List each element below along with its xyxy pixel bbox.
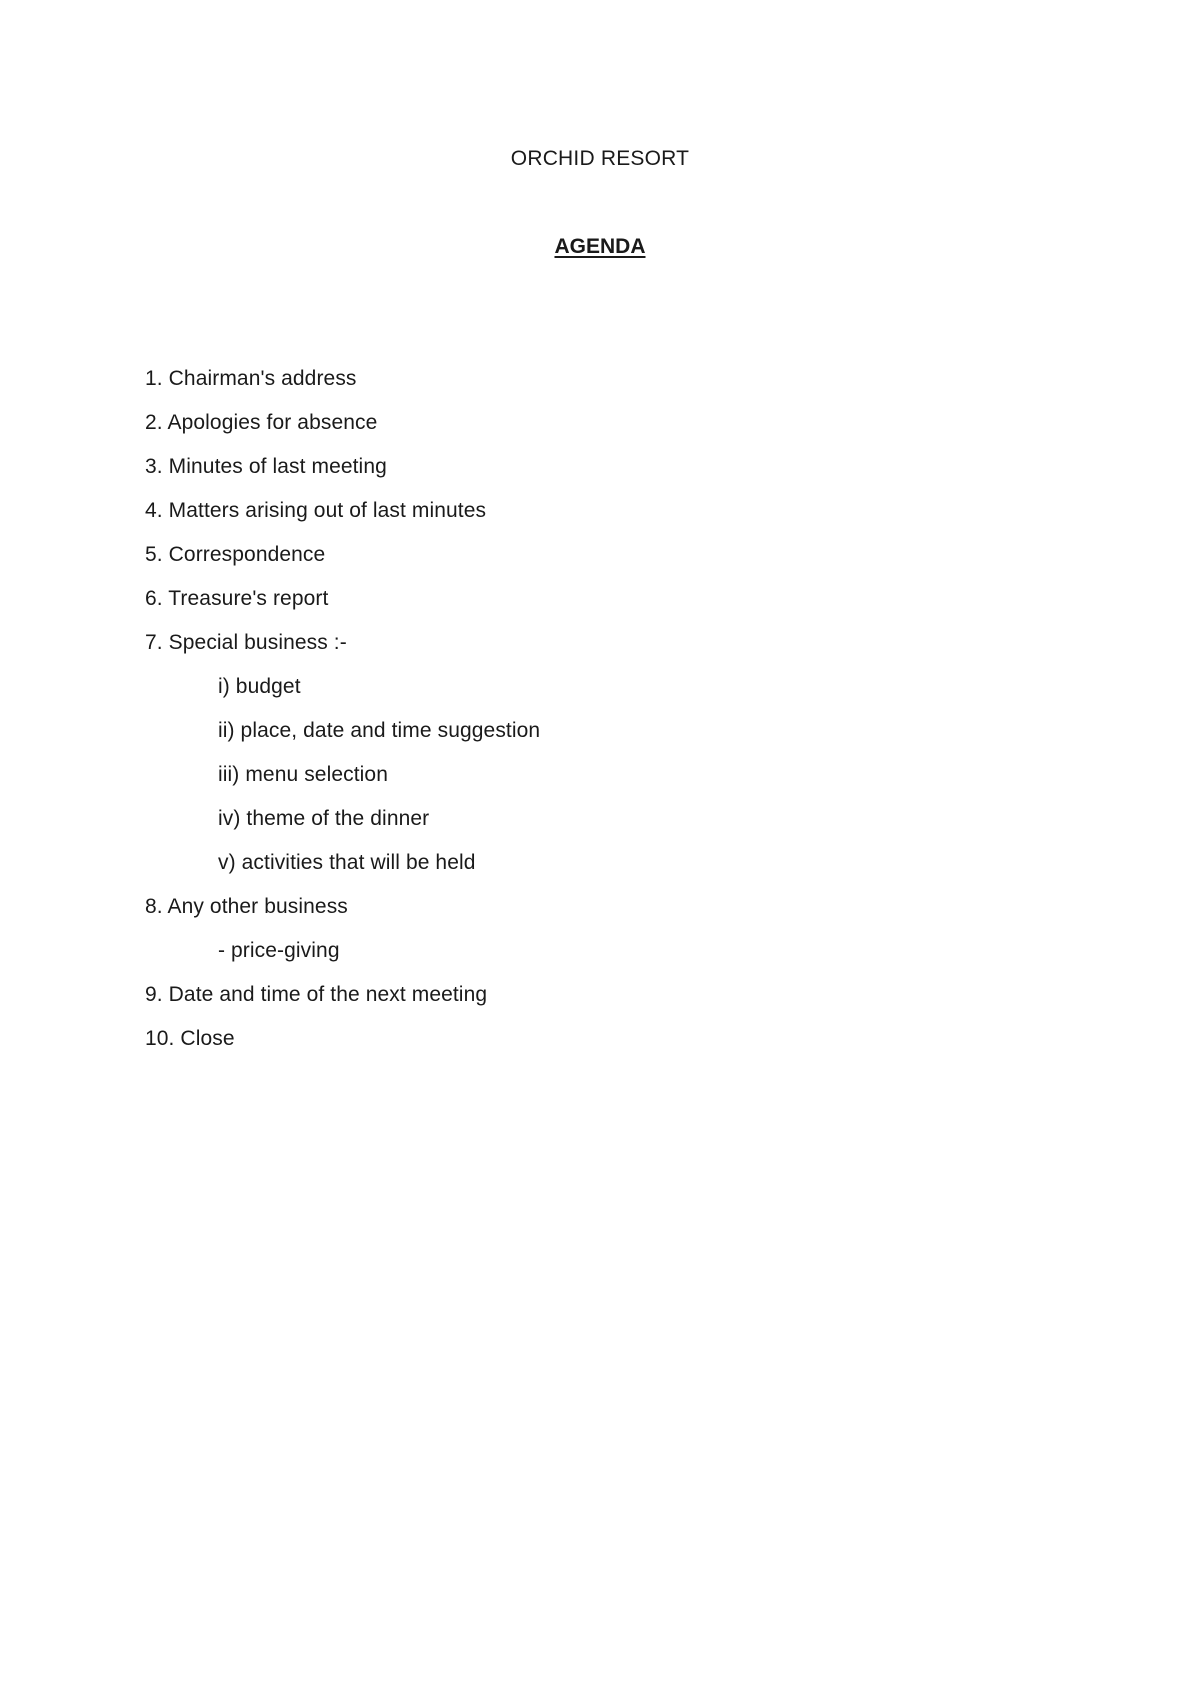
agenda-subitem: v) activities that will be held	[218, 851, 476, 874]
agenda-subitem: - price-giving	[218, 939, 340, 962]
agenda-item: 4. Matters arising out of last minutes	[145, 499, 487, 522]
agenda-subitem: i) budget	[218, 675, 301, 698]
agenda-heading: AGENDA	[554, 235, 646, 258]
agenda-item: 8. Any other business	[145, 895, 348, 918]
agenda-subitem: iv) theme of the dinner	[218, 807, 430, 830]
agenda-item: 9. Date and time of the next meeting	[145, 983, 488, 1006]
agenda-item: 10. Close	[145, 1027, 235, 1050]
agenda-item: 1. Chairman's address	[145, 367, 357, 390]
agenda-item: 7. Special business :-	[145, 631, 347, 654]
agenda-item: 6. Treasure's report	[145, 587, 329, 610]
organization-name: ORCHID RESORT	[510, 147, 690, 170]
agenda-item: 2. Apologies for absence	[145, 411, 378, 434]
agenda-subitem: ii) place, date and time suggestion	[218, 719, 541, 742]
agenda-item: 5. Correspondence	[145, 543, 326, 566]
agenda-item: 3. Minutes of last meeting	[145, 455, 387, 478]
agenda-subitem: iii) menu selection	[218, 763, 388, 786]
